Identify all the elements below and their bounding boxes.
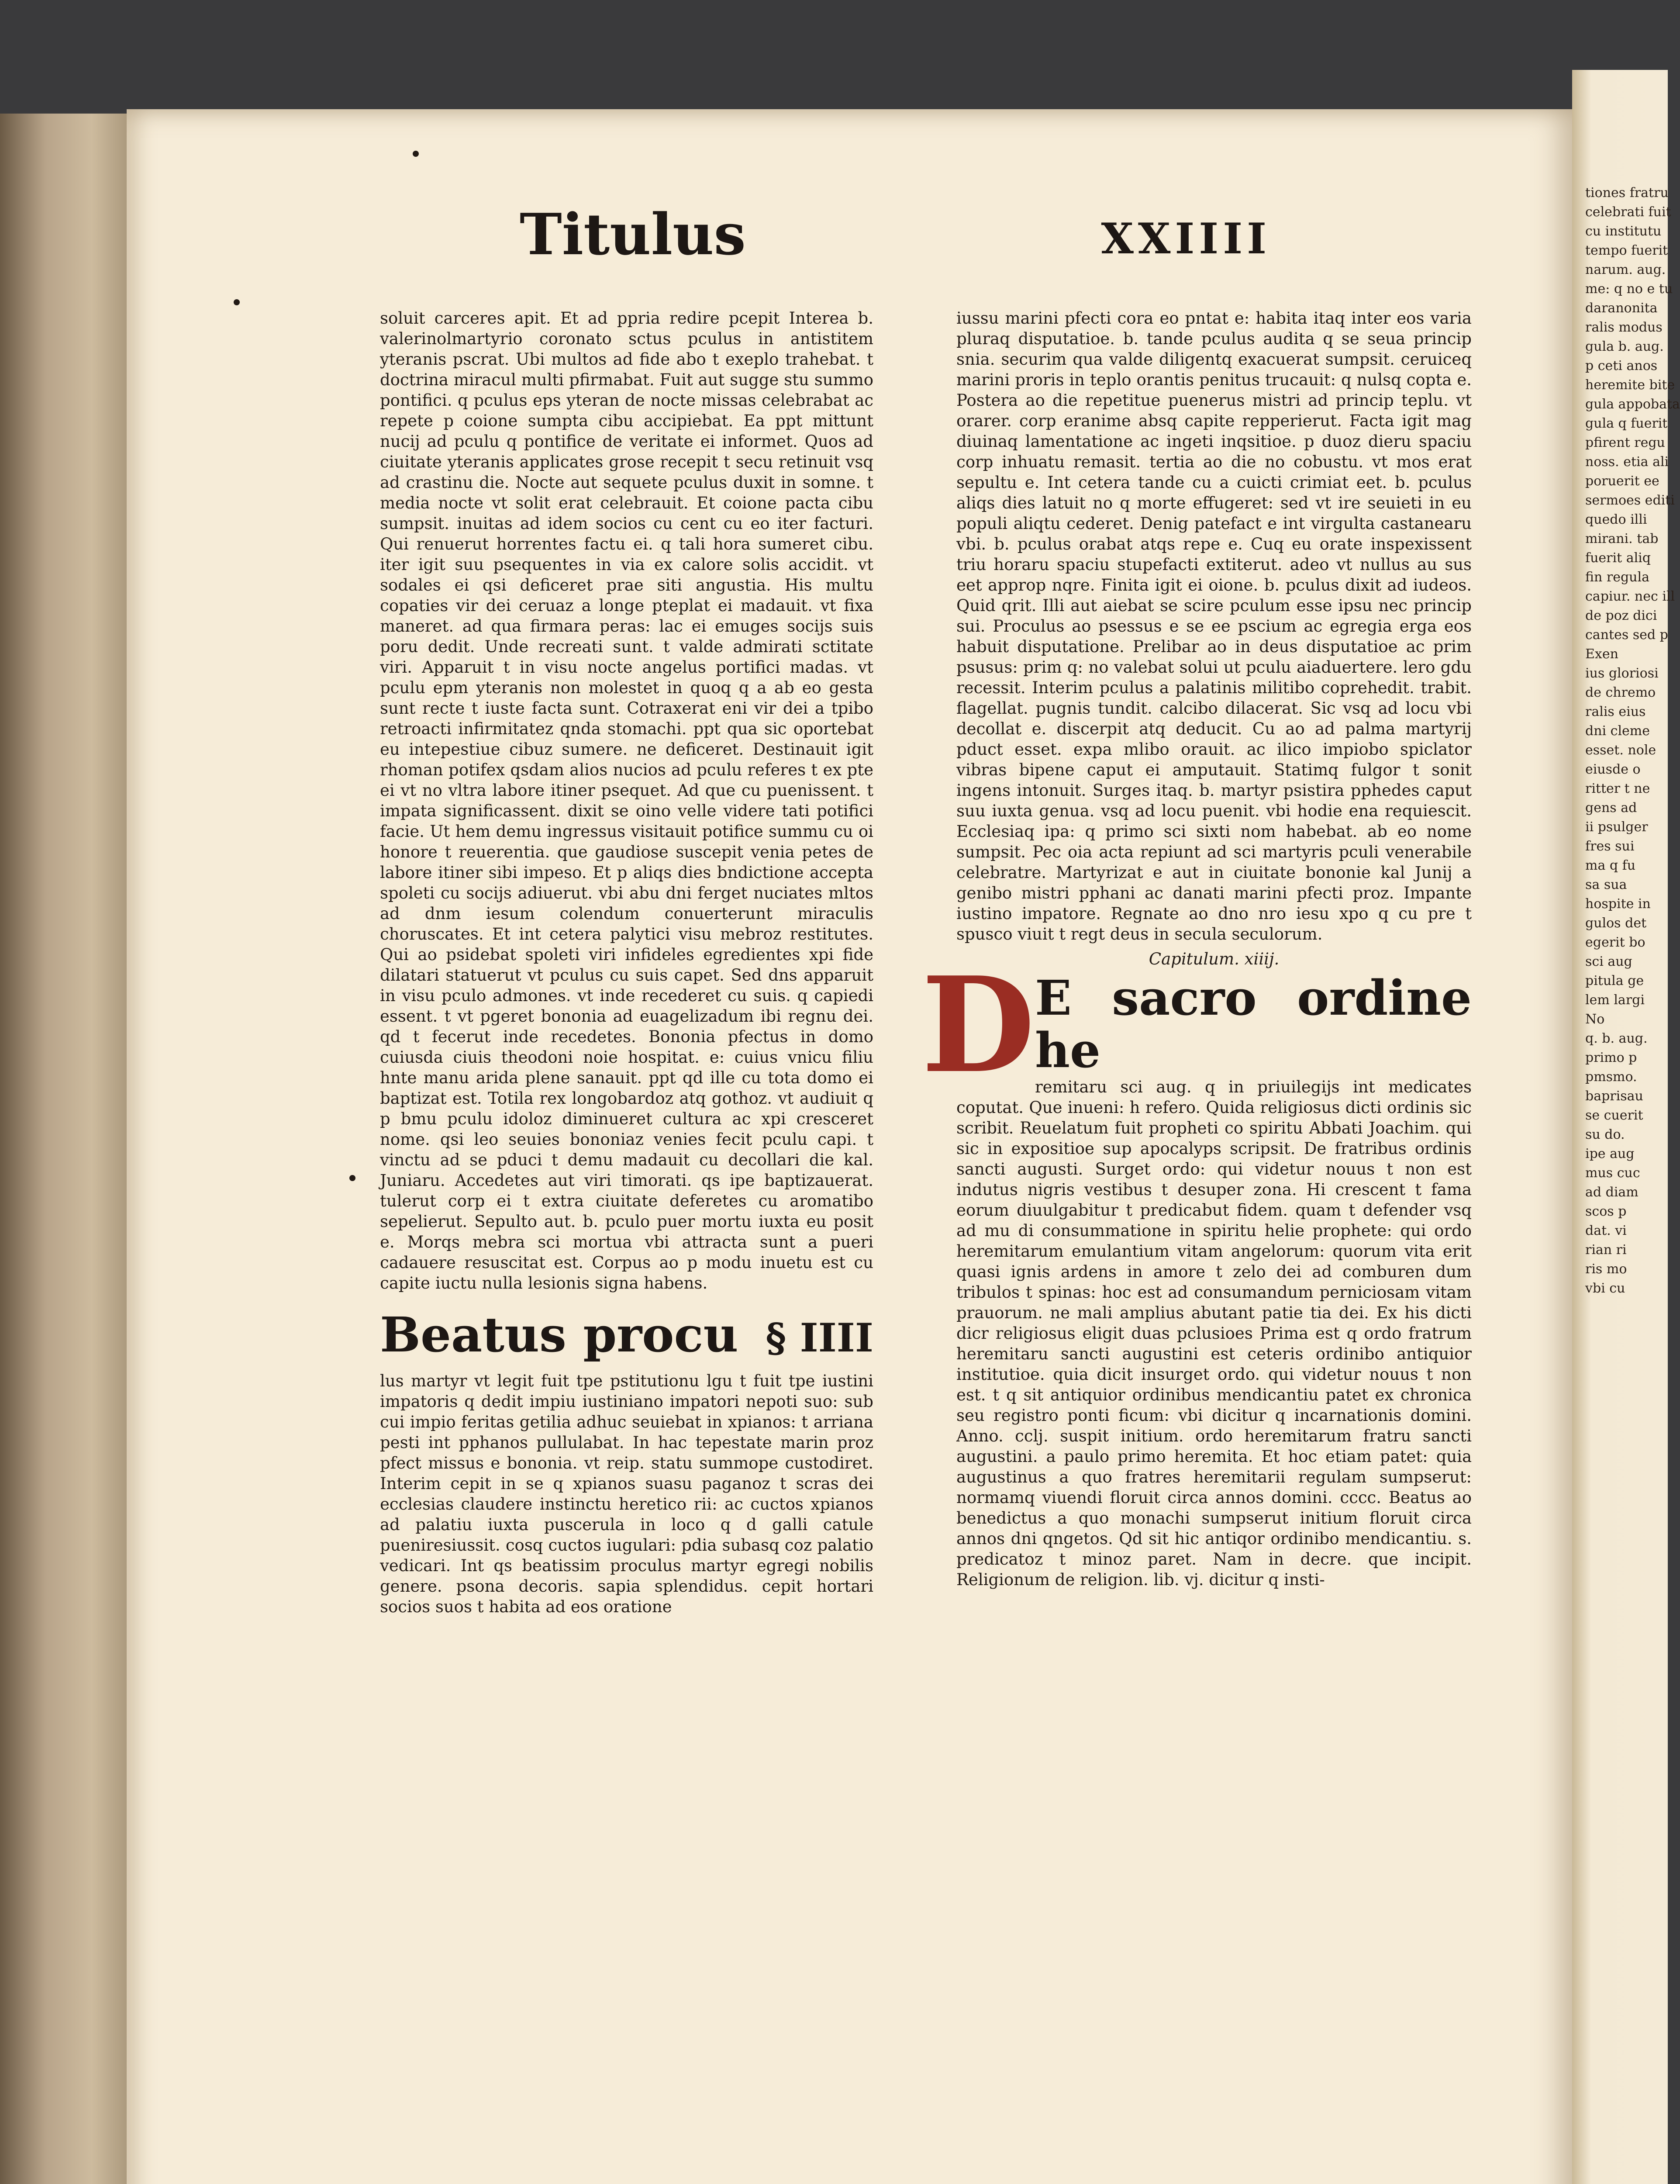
left-column-text-top: soluit carceres apit. Et ad ppria redire pcepit Interea b. valerinolmartyrio coronato sctus pculus in antistitem yteranis pscrat. Ubi multos ad fide abo t exeplo trahebat. t doctrina miracul multi pfirmabat. Fuit aut sugge stu summo pontifici. q pculus eps yteran de nocte missas celebrabat ac repete p coione sumpta cibu accipiebat. Ea ppt mittunt nucij ad pculu q pontifice de veritate ei informet. Quos ad ciuitate yteranis applicates grose recepit t secu retinuit vsq ad crastinu die. Nocte aut sequete pculus duxit in somne. t media nocte vt solit erat celebrauit. Et coione pacta cibu sumpsit. inuitas ad idem socios cu cent cu eo iter facturi. Qui renuerut horrentes factu ei. q tali hora sumeret cibu. iter igit suu psequentes in via ex calore solis accidit. vt sodales ei qsi deficeret prae siti angustia. His multu copaties vir dei ceruaz a longe pteplat ei madauit. vt fixa maneret. ad qua firmara peras: lac ei emuges socijs suis poru dedit. Unde recreati sunt. t valde admirati sctitate viri. Apparuit t in visu nocte angelus portifici madas. vt pculu epm yteranis non molestet in quoq q a ab eo gesta sunt recte t iuste facta sunt. Cotraxerat eni vir dei a tpibo retroacti infirmitatez qnda stomachi. ppt qua sic oportebat eu intepestiue cibuz sumere. ne deficeret. Destinauit igit rhoman potifex qsdam alios nucios ad pculu referes t ex pte ei vt no vltra labore itiner psequet. Ad que cu puenissent. t impata significassent. dixit se oino velle videre tati potifici facie. Ut hem demu ingressus visitauit potifice summu cu oi honore t reuerentia. que gaudiose suscepit venia petes de labore itiner sibi impeso. Et p aliqs dies bndictione accepta spoleti cu socijs adiuerut. vbi abu dni ferget nuciates mltos ad dnm iesum colendum conuerterunt miraculis choruscates. Et int cetera palytici visu mebroz restitutes. Qui ao psidebat spoleti viri infideles egredientes xpi fide dilatari statuerut vt pculus cu suis capet. Sed dns apparuit in visu pculo admones. vt inde recederet cu suis. q capiedi essent. t vt pgeret bononia ad euagelizadum ibi regnu dei. qd t fecerut inde recedetes. Bononia pfectus in domo cuiusda ciuis theodoni noie hospitat. e: cuius vnicu filiu hnte manu arida plene sanauit. ppt qd ille cu tota domo ei baptizat est. Totila rex longobardoz atq gothoz. vt audiuit q p bmu pculu idoloz diminueret cultura ac xpi cresceret nome. qsi leo seuies bononiaz venies fecit pculu capi. t vinctu ad se pduci t demu madauit cu decollari die kal. Juniaru. Accedetes aut viri timorati. qs ipe baptizauerat. tulerut corp ei t extra ciuitate deferetes cu aromatibo sepelierut. Sepulto aut. b. pculo puer mortu iuxta eu posit e. Morqs mebra sci mortua vbi attracta sunt a pueri cadauere resuscitat est. Corpus ao p modu inuetu est cu capite iuctu nulla lesionis signa habens.: [380, 309, 873, 1292]
ink-spot: [413, 151, 419, 157]
decorated-initial: D: [921, 948, 1035, 1102]
right-column-text-top: iussu marini pfecti cora eo pntat e: habita itaq inter eos varia pluraq disputatioe. b. tande pculus audita q se seua princip snia. securim qua valde diligentq exacuerat sumpsit. ceruiceq marini proris in teplo orantis penitus trucauit: q nulsq copta e. Postera ao die repetitue puenerus mistri ad princip teplu. vt orarer. corp eranime absq capite repperierut. Facta igit mag diuinaq lamentatione ac ingeti inqsitioe. p duoz dieru spaciu corp inhuatu remasit. tertia ao die no cobustu. vt mos erat sepultu e. Int cetera tande cu a cuicti crimiat eet. b. pculus aliqs dies latuit no q morte effugeret: sed vt ire seuieti in eu populi aliqtu cederet. Denig patefact e int virgulta castanearu vbi. b. pculus orabat atqs repe e. Cuq eu orate inspexissent triu horaru spaciu stupefacti extiterut. adeo vt nullus au sus eet approp nqre. Finita igit ei oione. b. pculus dixit ad iudeos. Quid qrit. Illi aut aiebat se scire pculum esse ipsu nec princip sui. Proculus ao psessus e se ee pscium ac egregia erga eos habuit disputatione. Prelibar ao in deus disputatioe ac prim psusus: prim q: no valebat solui ut pculu aiaduertere. lero gdu recessit. Interim pculus a palatinis militibo coprehedit. trabit. flagellat. pugnis tundit. calcibo dilacerat. Sic vsq ad locu vbi decollat e. discerpit atq deducit. Cu ao ad palma martyrij pduct esset. expa mlibo orauit. ac ilico impiobo spiclator vibras bipene caput ei amputauit. Statimq fulgor t sonit ingens intonuit. Surges itaq. b. martyr psistira pphedes caput suu iuxta genua. vsq ad locu puenit. vbi hodie ena requiescit. Ecclesiaq ipa: q primo sci sixti nom habebat. ab eo nome sumpsit. Pec oia acta repiunt ad sci martyris pculi venerabile celebratre. Martyrizat e aut in ciuitate bononie kal Junij a genibo mistri pphani ac danati marini pfecti proz. Impante iustino impatore. Regnate ao dno nro iesu xpo q cu pre t spusco viuit t regt deus in secula seculorum.: [956, 309, 1472, 943]
right-text-column: [921, 308, 1472, 1590]
next-page-edge: [1572, 70, 1680, 2184]
chapter-title: E sacro ordine he: [1035, 970, 1472, 1078]
heading-text: Beatus procu: [380, 1306, 738, 1363]
running-head: [520, 192, 1271, 271]
ink-spot: [349, 1175, 355, 1181]
running-head-numeral: XXIIII: [1101, 214, 1271, 263]
left-text-column: [380, 308, 873, 1617]
left-column-text-bottom: lus martyr vt legit fuit tpe pstitutionu lgu t fuit tpe iustini impatoris q dedit impiu iustiniano impatori nepoti suo: sub cui impio feritas getilia adhuc seuiebat in xpianos: t arriana pesti int pphanos pullulabat. In hac tepestate marin proz pfect missus e bononia. vt reip. statu summope custodiret. Interim cepit in se q xpianos suasu paganoz t scras dei ecclesias claudere instinctu heretico rii: ac cuctos xpianos ad palatiu iuxta puscerula in loco q d galli catule pueniresiussit. cosq cuctos iugulari: pdia subasq coz palatio vedicari. Int qs beatissim proculus martyr egregi nobilis genere. psona decoris. sapia splendidus. cepit hortari socios suos t habita ad eos oratione: [380, 1372, 873, 1616]
ink-spot: [234, 299, 240, 305]
chapter-label: Capitulum. xiiij.: [1149, 950, 1280, 968]
paragraph-mark: § IIII: [766, 1315, 873, 1361]
right-column-text-bottom: remitaru sci aug. q in priuilegijs int medicates coputat. Que inueni: h refero. Quida religiosus dicti ordinis sic scribit. Reuelatum fuit propheti co spiritu Abbati Joachim. qui sic in expositioe sup apocalyps scripsit. De fratribus ordinis sancti augusti. Surget ordo: qui videtur nouus t non est indutus nigris vestibus t desuper zona. Hi crescent t fama eorum diuulgabitur t predicabut fidem. quam t defender vsq ad mu di consummatione in spiritu helie prophete: qui ordo heremitarum emulantium vitam angelorum: quorum vita erit quasi ignis ardens in amore t zelo dei ad comburen dum tribulos t spinas: hoc est ad consumandum perniciosam vitam prauorum. ne mali amplius abutant patie tia dei. Ex his dicti dicr religiosus eligit duas pclusioes Prima est q ordo fratrum heremitaru sancti augustini est ceteris ordinibo antiquior institutioe. quia dicit insurget ordo. qui videtur nouus t non est. t q sit antiquior ordinibus mendicantiu patet ex chronica seu registro ponti ficum: vbi dicitur q incarnationis domini. Anno. cclj. suspit initium. ordo heremitarum fratru sancti augustini. a paulo primo heremita. Et hoc etiam patet: quia augustinus a quo fratres heremitarii regulam sumpserut: normamq viuendi floruit circa annos domini. cccc. Beatus ao benedictus a quo monachi sumpserut initium floruit circa annos dni qngetos. Qd sit hic antiqor ordinibo mendicantiu. s. predicatoz t minoz paret. Nam in decre. que incipit. Religionum de religion. lib. vj. dicitur q insti-: [956, 1078, 1472, 1589]
section-heading-beatus-proculus: [380, 1306, 873, 1366]
next-page-text: tiones fratru celebrati fuit cu institutu tempo fuerit narum. aug. me: q no e tu daranonita ralis modus gula b. aug. p ceti anos heremite bite gula appobata gula q fuerit pfirent regu noss. etia ali poruerit ee sermoes editi quedo illi mirani. tab fuerit aliq fin regula capiur. nec ill de poz dici cantes sed p Exen ius gloriosi de chremo ralis eius dni cleme esset. nole eiusde o ritter t ne gens ad ii psulger fres sui ma q fu sa sua hospite in gulos det egerit bo sci aug pitula ge lem largi No q. b. aug. primo p pmsmo. baprisau se cuerit su do. ipe aug mus cuc ad diam scos p dat. vi rian ri ris mo vbi cu: [1585, 185, 1680, 1296]
book-spine-edge: [0, 114, 131, 2184]
running-head-title: Titulus: [520, 201, 746, 268]
